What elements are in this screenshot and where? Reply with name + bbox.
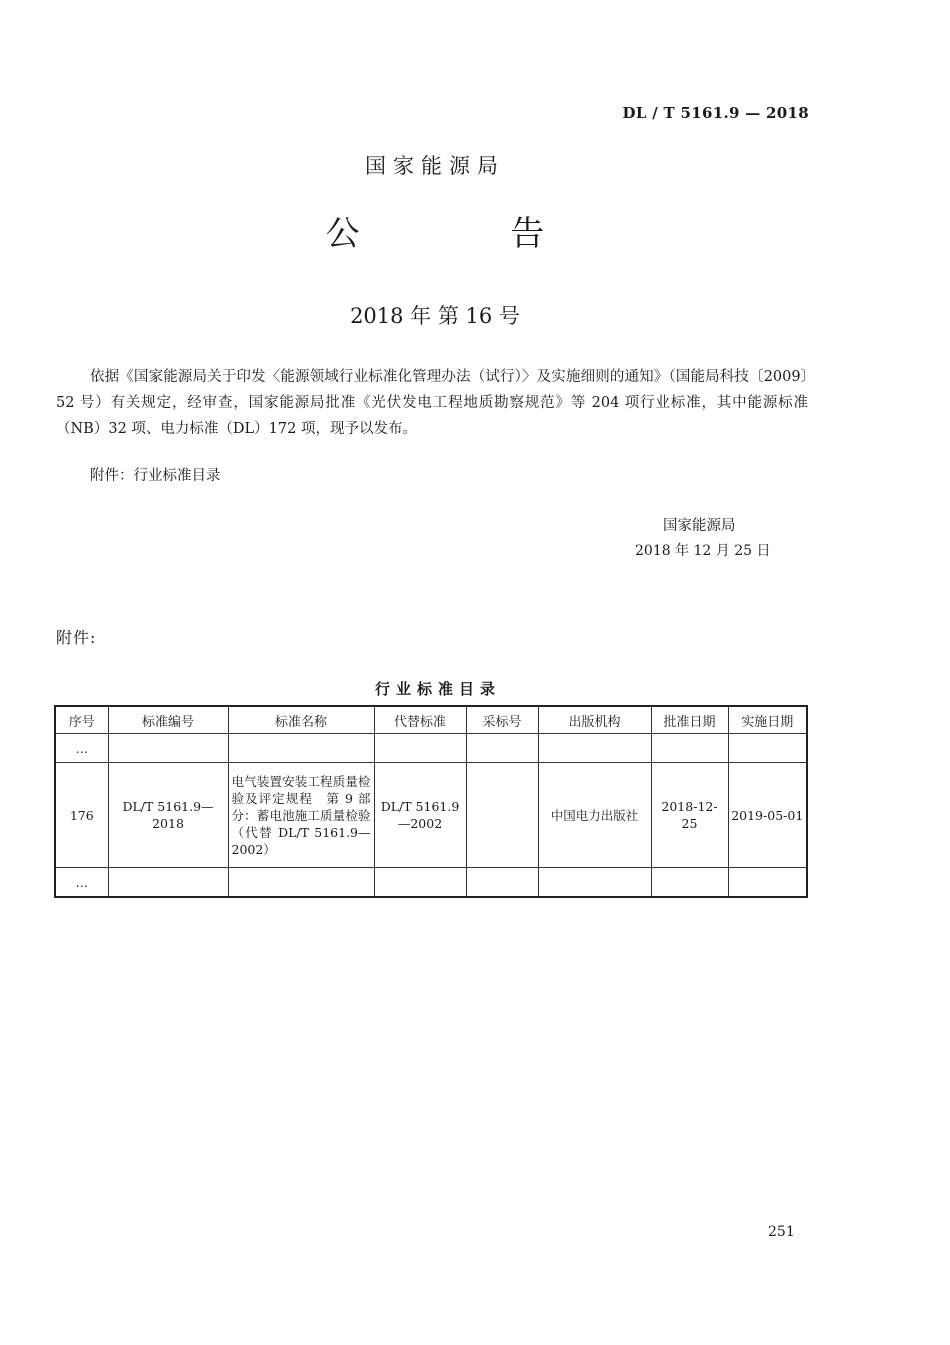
- attachment-heading: 附件:: [56, 628, 97, 647]
- table-cell: [108, 734, 228, 763]
- table-cell: [108, 868, 228, 898]
- standards-table: [54, 705, 808, 898]
- table-cell: [651, 734, 728, 763]
- table-cell: [538, 868, 651, 898]
- table-cell: 176: [55, 763, 108, 868]
- table-cell: [374, 734, 466, 763]
- table-cell: [651, 868, 728, 898]
- attachment-line: 附件：行业标准目录: [90, 468, 221, 484]
- table-row: [55, 763, 807, 868]
- notice-body: 依据《国家能源局关于印发〈能源领域行业标准化管理办法（试行）〉及实施细则的通知》（国能局科技〔2009〕52 号）有关规定，经审查，国家能源局批准《光伏发电工程地质勘察规范》等 204 项行业标准，其中能源标准（NB）32 项、电力标准（DL）172 项，现予以发布。: [56, 369, 808, 437]
- issuer-title: 国家能源局: [365, 154, 505, 178]
- table-cell: [728, 868, 807, 898]
- column-header: 标准编号: [108, 706, 228, 734]
- table-cell: 中国电力出版社: [538, 763, 651, 868]
- standard-code: DL / T 5161.9 — 2018: [622, 104, 809, 122]
- table-row: [55, 868, 807, 898]
- table-cell: 2019-05-01: [728, 763, 807, 868]
- column-header: 标准名称: [228, 706, 374, 734]
- signature-organization: 国家能源局: [663, 518, 736, 534]
- table-cell: …: [55, 868, 108, 898]
- announcement-title: 公 告: [325, 214, 615, 254]
- table-cell: [728, 734, 807, 763]
- table-title: 行业标准目录: [374, 680, 501, 698]
- page-number: 251: [768, 1224, 795, 1240]
- column-header: 批准日期: [651, 706, 728, 734]
- table-cell: [228, 734, 374, 763]
- table-header-row: [55, 706, 807, 734]
- issue-number: 2018 年 第 16 号: [350, 304, 520, 328]
- table-cell: DL/T 5161.9—2018: [108, 763, 228, 868]
- column-header: 代替标准: [374, 706, 466, 734]
- column-header: 序号: [55, 706, 108, 734]
- column-header: 出版机构: [538, 706, 651, 734]
- table-cell: [466, 763, 538, 868]
- table-cell: DL/T 5161.9—2002: [374, 763, 466, 868]
- column-header: 实施日期: [728, 706, 807, 734]
- table-cell: 2018-12-25: [651, 763, 728, 868]
- table-cell: [374, 868, 466, 898]
- table-cell: [228, 868, 374, 898]
- table-cell: [538, 734, 651, 763]
- column-header: 采标号: [466, 706, 538, 734]
- table-cell: 电气装置安装工程质量检验及评定规程 第 9 部分：蓄电池施工质量检验（代替 DL/T 5161.9—2002）: [228, 763, 374, 868]
- table-cell: [466, 868, 538, 898]
- table-cell: …: [55, 734, 108, 763]
- table-row: [55, 734, 807, 763]
- table-cell: [466, 734, 538, 763]
- signature-date: 2018 年 12 月 25 日: [635, 543, 771, 559]
